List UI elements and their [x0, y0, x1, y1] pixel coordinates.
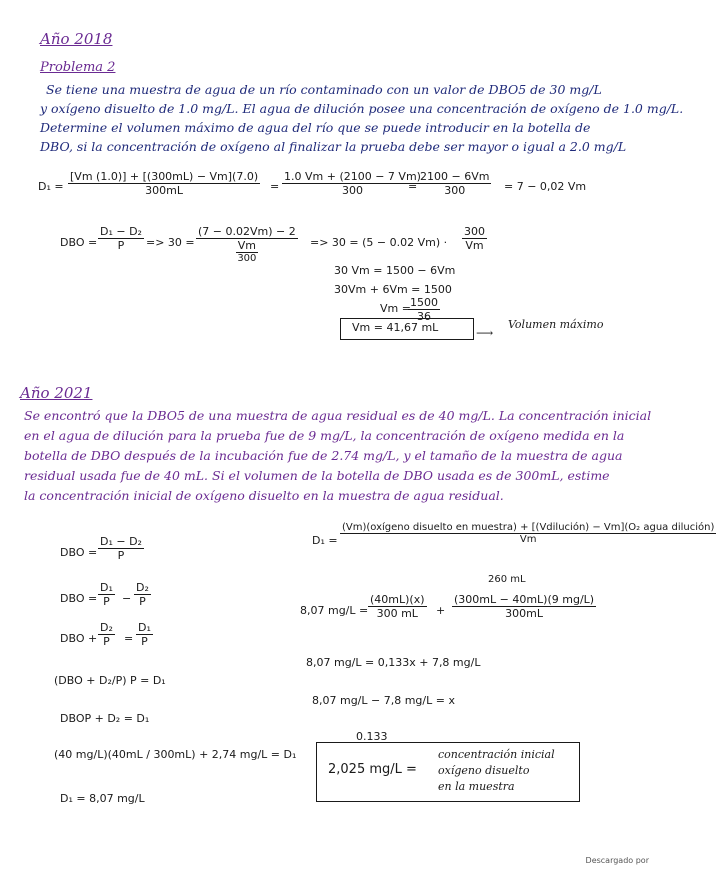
eq1-mid-equals: =	[270, 180, 280, 193]
l3-left: DBO +	[60, 632, 98, 645]
step3-denominator: 36	[417, 310, 431, 323]
eq2-f2-denominator	[234, 239, 260, 264]
eq1-f3-numerator: 2100 − 6Vm	[420, 170, 490, 183]
statement2-line2: en el agua de dilución para la prueba fue de 9 mg/L, la concentración de oxígeno medida en la	[24, 428, 625, 443]
l3-fraction-a	[98, 621, 115, 648]
l3-fraction-b	[136, 621, 153, 648]
eq2-left: DBO =	[60, 236, 98, 249]
section2-title: Año 2021	[20, 384, 93, 402]
eq1-denominator: 300mL	[145, 184, 183, 197]
statement2-line3: botella de DBO después de la incubación fue de 2.74 mg/L, y el tamaño de la muestra de agua	[24, 448, 623, 463]
eq1-fraction	[68, 170, 260, 197]
eq2-f2-den-den: 300	[237, 253, 257, 264]
l3-b-numerator: D₁	[138, 621, 151, 634]
r2-fraction-b	[452, 593, 596, 620]
eq2-numerator: D₁ − D₂	[100, 225, 142, 238]
l3-equals: =	[124, 632, 134, 645]
r1-numerator: (Vm)(oxígeno disuelto en muestra) + [(Vdilución) − Vm](O₂ agua dilución)	[342, 522, 715, 533]
eq2-fraction2	[196, 225, 298, 264]
l2-a-denominator: P	[103, 595, 110, 608]
eq2-arrow1: => 30 =	[146, 236, 195, 249]
step3-numerator: 1500	[410, 296, 438, 309]
l5: DBOP + D₂ = D₁	[60, 712, 150, 725]
statement1-line4: DBO, si la concentración de oxígeno al finalizar la prueba debe ser mayor o igual a 2.0 mg/L	[40, 139, 627, 154]
eq2-arrow2: => 30 = (5 − 0.02 Vm) ·	[310, 236, 448, 249]
r2-plus: +	[436, 604, 446, 617]
eq1-numerator: [Vm (1.0)] + [(300mL) − Vm](7.0)	[70, 170, 259, 183]
eq1-result: = 7 − 0,02 Vm	[504, 180, 587, 193]
statement1-line1: Se tiene una muestra de agua de un río contaminado con un valor de DBO5 de 30 mg/L	[46, 82, 602, 97]
eq2-f2-numerator: (7 − 0.02Vm) − 2	[198, 225, 296, 238]
l2-b-denominator: P	[139, 595, 146, 608]
l2-fraction-b	[134, 581, 151, 608]
l3-a-numerator: D₂	[100, 621, 113, 634]
l1-left: DBO =	[60, 546, 98, 559]
eq2-denominator: P	[117, 239, 125, 252]
eq2-f3-numerator: 300	[464, 225, 485, 238]
l2-fraction-a	[98, 581, 115, 608]
final-answer: Vm = 41,67 mL	[352, 321, 439, 334]
l3-a-denominator: P	[103, 635, 110, 648]
l4: (DBO + D₂/P) P = D₁	[54, 674, 166, 687]
r2-b-denominator: 300mL	[505, 607, 543, 620]
step2: 30Vm + 6Vm = 1500	[334, 283, 452, 296]
l1-numerator: D₁ − D₂	[100, 535, 142, 548]
eq2-f2-den-num: Vm	[237, 239, 256, 252]
l1-denominator: P	[117, 549, 125, 562]
l7: D₁ = 8,07 mg/L	[60, 792, 145, 805]
r4-denominator: 0.133	[356, 730, 388, 743]
eq1-fraction2	[282, 170, 423, 197]
r2-a-numerator: (40mL)(x)	[370, 593, 425, 606]
r2-annotation: 260 mL	[488, 574, 526, 585]
eq2-fraction3	[462, 225, 487, 252]
r3: 8,07 mg/L = 0,133x + 7,8 mg/L	[306, 656, 481, 669]
statement2-line5: la concentración inicial de oxígeno disuelto en la muestra de agua residual.	[24, 488, 504, 503]
eq1-f2-denominator: 300	[341, 184, 363, 197]
r2-fraction-a	[368, 593, 427, 620]
watermark: Descargado por	[585, 856, 649, 865]
l2-b-numerator: D₂	[136, 581, 149, 594]
eq2-fraction	[98, 225, 144, 252]
eq1-fraction3	[418, 170, 491, 197]
arrow-icon: ⟶	[476, 326, 494, 340]
eq1-f3-denominator: 300	[444, 184, 466, 197]
r1-fraction	[340, 522, 716, 545]
statement1-line2: y oxígeno disuelto de 1.0 mg/L. El agua de dilución posee una concentración de oxígeno de 1.0 mg/L.	[40, 101, 684, 116]
r4: 8,07 mg/L − 7,8 mg/L = x	[312, 694, 455, 707]
step3-left: Vm =	[380, 302, 411, 315]
r5-note-line2: oxígeno disuelto	[438, 764, 530, 777]
statement2-line4: residual usada fue de 40 mL. Si el volumen de la botella de DBO usada es de 300mL, estime	[24, 468, 610, 483]
l2-minus: −	[122, 592, 132, 605]
l2-left: DBO =	[60, 592, 98, 605]
problem-label: Problema 2	[40, 60, 116, 75]
l2-a-numerator: D₁	[100, 581, 113, 594]
r2-b-numerator: (300mL − 40mL)(9 mg/L)	[454, 593, 595, 606]
section1-title: Año 2018	[40, 30, 113, 48]
step1: 30 Vm = 1500 − 6Vm	[334, 264, 456, 277]
l6: (40 mg/L)(40mL / 300mL) + 2,74 mg/L = D₁	[54, 748, 297, 761]
r5-note-line1: concentración inicial	[438, 748, 555, 761]
eq1-f2-numerator: 1.0 Vm + (2100 − 7 Vm)	[284, 170, 421, 183]
r1-denominator: Vm	[519, 534, 537, 545]
final-note: Volumen máximo	[508, 318, 604, 331]
r5: 2,025 mg/L =	[328, 762, 417, 777]
r2-left: 8,07 mg/L =	[300, 604, 369, 617]
eq1-left: D₁ =	[38, 180, 64, 193]
l1-fraction	[98, 535, 144, 562]
eq2-f3-denominator: Vm	[465, 239, 484, 252]
r2-a-denominator: 300 mL	[376, 607, 418, 620]
statement1-line3: Determine el volumen máximo de agua del río que se puede introducir en la botella de	[40, 120, 591, 135]
l3-b-denominator: P	[141, 635, 148, 648]
r5-note-line3: en la muestra	[438, 780, 515, 793]
r1-left: D₁ =	[312, 534, 338, 547]
statement2-line1: Se encontró que la DBO5 de una muestra de agua residual es de 40 mg/L. La concentración inicial	[24, 408, 652, 423]
